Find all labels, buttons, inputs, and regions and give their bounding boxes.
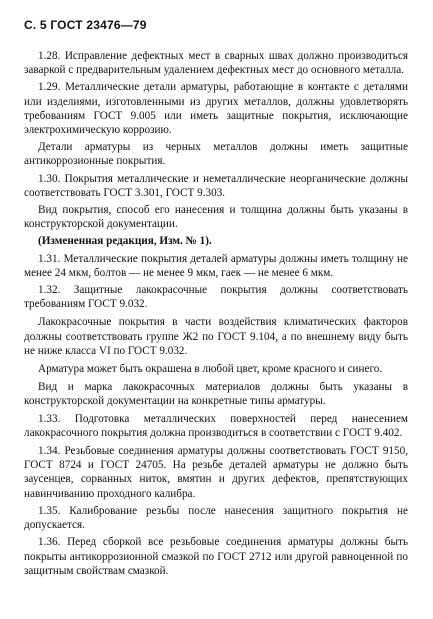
paragraph-1-32-climate: Лакокрасочные покрытия в части воздействия климатических факторов должны соответствовать группе Ж2 по ГОСТ 9.104, а по внешнему виду быть не ниже класса VI по ГОСТ 9.032.	[24, 316, 408, 357]
amendment-note: (Измененная редакция, Изм. № 1).	[38, 235, 212, 248]
paragraph-1-28: 1.28. Исправление дефектных мест в сварных швах должно производиться заваркой с предварительным удалением дефектных мест до основного металла.	[24, 50, 408, 77]
paragraph-1-32-color: Арматура может быть окрашена в любой цвет, кроме красного и синего.	[38, 363, 383, 376]
paragraph-1-29-ferrous: Детали арматуры из черных металлов должны иметь защитные антикоррозионные покрытия.	[24, 141, 408, 168]
paragraph-1-36: 1.36. Перед сборкой все резьбовые соединения арматуры должны быть покрыты антикоррозионной смазкой по ГОСТ 2712 или другой равноценной по защитным свойствам смазкой.	[24, 536, 408, 577]
paragraph-1-31: 1.31. Металлические покрытия деталей арматуры должны иметь толщину не менее 24 мкм, болтов — не менее 9 мкм, гаек — не менее 6 мкм.	[24, 252, 408, 279]
paragraph-1-30-method: Вид покрытия, способ его нанесения и толщина должны быть указаны в конструкторской документации.	[24, 204, 408, 231]
paragraph-1-29: 1.29. Металлические детали арматуры, работающие в контакте с деталями или изделиями, изготовленными из других металлов, должны удовлетворять требованиям ГОСТ 9.005 или иметь защитные покрытия, исключающие электрохимическую коррозию.	[24, 81, 408, 137]
paragraph-1-33: 1.33. Подготовка металлических поверхностей перед нанесением лакокрасочного покрытия должна производиться в соответствии с ГОСТ 9.402.	[24, 412, 408, 439]
document-body	[24, 49, 408, 581]
paragraph-1-32-materials: Вид и марка лакокрасочных материалов должны быть указаны в конструкторской документации на конкретные типы арматуры.	[24, 381, 408, 408]
paragraph-1-34: 1.34. Резьбовые соединения арматуры должны соответствовать ГОСТ 9150, ГОСТ 8724 и ГОСТ 24705. На резьбе деталей арматуры не должно быть заусенцев, сорванных ниток, вмятин и других дефектов, препятствующих навинчиванию проходного калибра.	[24, 445, 408, 500]
paragraph-1-35: 1.35. Калибрование резьбы после нанесения защитного покрытия не допускается.	[24, 504, 408, 532]
page-header: С. 5 ГОСТ 23476—79	[24, 18, 147, 32]
paragraph-1-32: 1.32. Защитные лакокрасочные покрытия должны соответствовать требованиям ГОСТ 9.032.	[24, 284, 408, 311]
paragraph-1-30: 1.30. Покрытия металлические и неметаллические неорганические должны соответствовать ГОСТ 3.301, ГОСТ 9.303.	[24, 172, 408, 199]
